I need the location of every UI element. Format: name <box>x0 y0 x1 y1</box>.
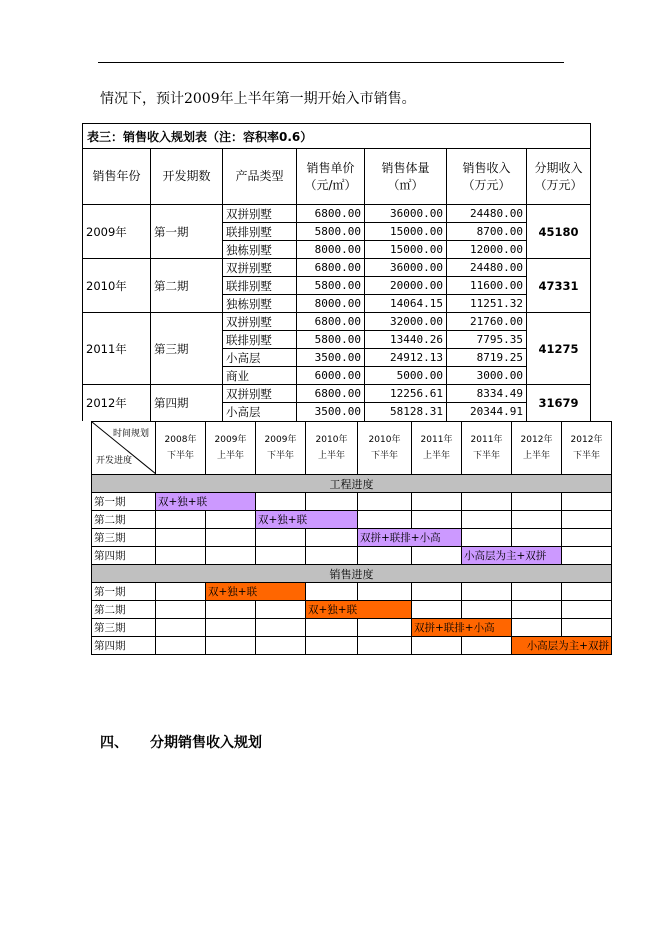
sales-bar: 双+独+联 <box>206 583 306 601</box>
engineering-bar: 小高层为主+双拼 <box>462 547 562 565</box>
product-type: 独栋别墅 <box>223 295 297 313</box>
phase-revenue: 31679 <box>527 385 591 421</box>
sales-revenue: 24480.00 <box>447 259 527 277</box>
phase-revenue: 47331 <box>527 259 591 313</box>
product-type: 双拼别墅 <box>223 259 297 277</box>
sales-volume: 13440.26 <box>365 331 447 349</box>
unit-price: 6800.00 <box>297 205 365 223</box>
sales-row <box>92 601 612 619</box>
diag-bottom-label: 开发进度 <box>96 456 133 466</box>
sales-bar: 双拼+联排+小高 <box>412 619 512 637</box>
product-type: 双拼别墅 <box>223 385 297 403</box>
section-number: 四、 <box>100 735 128 751</box>
table-header-row <box>83 149 591 205</box>
sales-revenue: 8334.49 <box>447 385 527 403</box>
sales-volume: 36000.00 <box>365 205 447 223</box>
product-type: 联排别墅 <box>223 223 297 241</box>
diagonal-header <box>92 422 156 475</box>
product-type: 独栋别墅 <box>223 241 297 259</box>
phase-revenue: 41275 <box>527 313 591 385</box>
sales-revenue: 8719.25 <box>447 349 527 367</box>
product-type: 联排别墅 <box>223 277 297 295</box>
diag-top-label: 时间规划 <box>112 429 149 439</box>
section-heading <box>100 732 262 752</box>
product-type: 小高层 <box>223 349 297 367</box>
sales-revenue: 7795.35 <box>447 331 527 349</box>
sales-year: 2011年 <box>83 313 151 385</box>
header-year: 销售年份 <box>83 149 151 205</box>
engineering-bar: 双拼+联排+小高 <box>358 529 462 547</box>
period-header: 2012年 上半年 <box>512 422 562 475</box>
phase-label: 第四期 <box>92 547 156 565</box>
header-phase: 开发期数 <box>151 149 223 205</box>
period-header: 2009年 下半年 <box>256 422 306 475</box>
period-header: 2010年 上半年 <box>306 422 358 475</box>
phase-label: 第一期 <box>92 493 156 511</box>
table-row <box>83 205 591 223</box>
header-revenue: 销售收入 （万元） <box>447 149 527 205</box>
unit-price: 3500.00 <box>297 349 365 367</box>
sales-year: 2009年 <box>83 205 151 259</box>
sales-revenue: 21760.00 <box>447 313 527 331</box>
intro-paragraph: 情况下，预计2009年上半年第一期开始入市销售。 <box>100 91 416 107</box>
sales-volume: 15000.00 <box>365 241 447 259</box>
sales-revenue: 20344.91 <box>447 403 527 421</box>
phase-label: 第二期 <box>92 511 156 529</box>
table-row <box>83 385 591 403</box>
phase-label: 第四期 <box>92 637 156 655</box>
unit-price: 5800.00 <box>297 223 365 241</box>
engineering-row <box>92 511 612 529</box>
unit-price: 6800.00 <box>297 259 365 277</box>
period-header: 2012年 下半年 <box>562 422 612 475</box>
engineering-bar: 双+独+联 <box>256 511 358 529</box>
period-header: 2009年 上半年 <box>206 422 256 475</box>
unit-price: 8000.00 <box>297 241 365 259</box>
engineering-section-header: 工程进度 <box>92 475 612 493</box>
sales-phase: 第四期 <box>151 385 223 421</box>
header-price: 销售单价 （元/㎡） <box>297 149 365 205</box>
engineering-row <box>92 493 612 511</box>
engineering-bar: 双+独+联 <box>156 493 256 511</box>
sales-revenue: 24480.00 <box>447 205 527 223</box>
sales-year: 2010年 <box>83 259 151 313</box>
product-type: 双拼别墅 <box>223 313 297 331</box>
sales-row <box>92 583 612 601</box>
sales-volume: 24912.13 <box>365 349 447 367</box>
header-type: 产品类型 <box>223 149 297 205</box>
product-type: 联排别墅 <box>223 331 297 349</box>
sales-bar: 小高层为主+双拼 <box>512 637 612 655</box>
unit-price: 6000.00 <box>297 367 365 385</box>
table-row <box>83 313 591 331</box>
table-title: 表三：销售收入规划表（注：容积率0.6） <box>83 124 591 149</box>
sales-revenue: 11251.32 <box>447 295 527 313</box>
phase-label: 第三期 <box>92 529 156 547</box>
product-type: 小高层 <box>223 403 297 421</box>
sales-volume: 36000.00 <box>365 259 447 277</box>
unit-price: 5800.00 <box>297 331 365 349</box>
sales-bar: 双+独+联 <box>306 601 412 619</box>
period-header: 2008年 下半年 <box>156 422 206 475</box>
period-header: 2011年 上半年 <box>412 422 462 475</box>
phase-revenue: 45180 <box>527 205 591 259</box>
unit-price: 6800.00 <box>297 313 365 331</box>
sales-section-header: 销售进度 <box>92 565 612 583</box>
sales-volume: 14064.15 <box>365 295 447 313</box>
unit-price: 8000.00 <box>297 295 365 313</box>
sales-volume: 32000.00 <box>365 313 447 331</box>
period-header: 2010年 下半年 <box>358 422 412 475</box>
sales-volume: 15000.00 <box>365 223 447 241</box>
engineering-row <box>92 547 612 565</box>
sales-volume: 58128.31 <box>365 403 447 421</box>
sales-phase: 第一期 <box>151 205 223 259</box>
sales-revenue: 11600.00 <box>447 277 527 295</box>
unit-price: 5800.00 <box>297 277 365 295</box>
sales-year: 2012年 <box>83 385 151 421</box>
sales-volume: 5000.00 <box>365 367 447 385</box>
schedule-table <box>91 421 612 655</box>
phase-label: 第一期 <box>92 583 156 601</box>
sales-volume: 20000.00 <box>365 277 447 295</box>
header-rule <box>98 62 564 63</box>
table-row <box>83 259 591 277</box>
sales-phase: 第三期 <box>151 313 223 385</box>
phase-label: 第三期 <box>92 619 156 637</box>
engineering-row <box>92 529 612 547</box>
sales-phase: 第二期 <box>151 259 223 313</box>
header-phase-revenue: 分期收入 （万元） <box>527 149 591 205</box>
sales-revenue: 3000.00 <box>447 367 527 385</box>
sales-volume: 12256.61 <box>365 385 447 403</box>
sales-row <box>92 637 612 655</box>
sales-revenue: 8700.00 <box>447 223 527 241</box>
product-type: 双拼别墅 <box>223 205 297 223</box>
product-type: 商业 <box>223 367 297 385</box>
sales-row <box>92 619 612 637</box>
unit-price: 6800.00 <box>297 385 365 403</box>
unit-price: 3500.00 <box>297 403 365 421</box>
sales-revenue-table <box>82 123 591 421</box>
header-volume: 销售体量 （㎡） <box>365 149 447 205</box>
section-title: 分期销售收入规划 <box>150 735 262 751</box>
period-header: 2011年 下半年 <box>462 422 512 475</box>
phase-label: 第二期 <box>92 601 156 619</box>
sales-revenue: 12000.00 <box>447 241 527 259</box>
